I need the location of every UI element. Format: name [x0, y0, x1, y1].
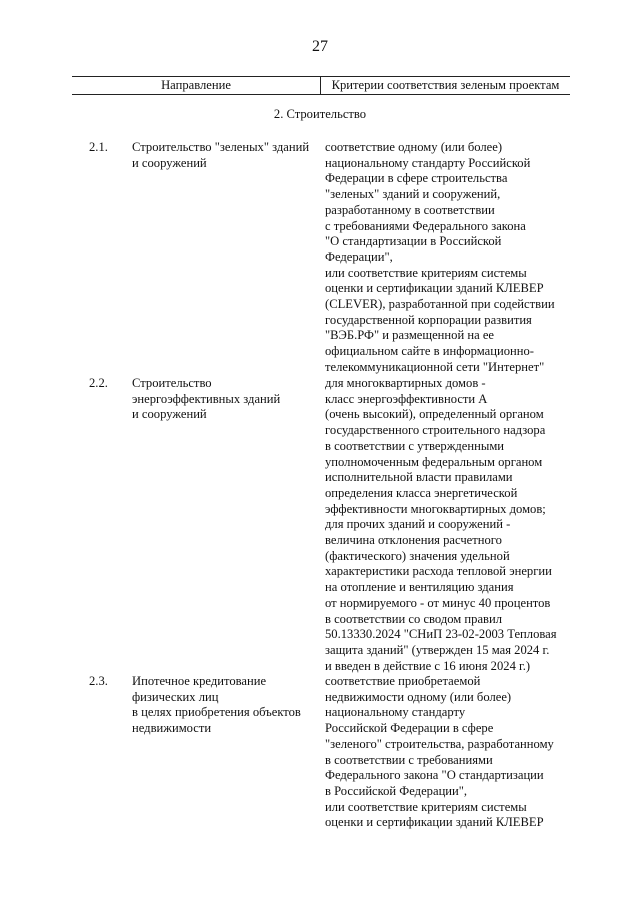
criteria-line: недвижимости одному (или более) [325, 689, 512, 704]
criteria-line: национальному стандарту [325, 705, 466, 720]
row-criteria [325, 376, 575, 674]
direction-line: Строительство [132, 376, 212, 390]
criteria-line: государственного строительного надзора [325, 423, 546, 438]
direction-line: недвижимости [132, 721, 212, 736]
criteria-line: для прочих зданий и сооружений - [325, 517, 511, 532]
criteria-line: государственной корпорации развития [325, 312, 532, 327]
criteria-line: в Российской Федерации", [325, 783, 468, 798]
row-number: 2.3. [89, 674, 108, 688]
criteria-line: официальном сайте в информационно- [325, 344, 534, 359]
criteria-line: для многоквартирных домов - [325, 376, 486, 390]
criteria-line: (фактического) значения удельной [325, 548, 510, 563]
criteria-line: эффективности многоквартирных домов; [325, 501, 546, 516]
criteria-line: "зеленого" строительства, разработанному [325, 736, 554, 751]
criteria-line: соответствие одному (или более) [325, 140, 503, 154]
criteria-line: в соответствии с требованиями [325, 752, 493, 767]
header-criteria: Критерии соответствия зеленым проектам [331, 78, 560, 92]
section-title: 2. Строительство [273, 107, 367, 121]
direction-line: в целях приобретения объектов [132, 705, 301, 720]
row-number: 2.1. [89, 140, 108, 154]
criteria-line: уполномоченным федеральным органом [325, 454, 543, 469]
criteria-line: (очень высокий), определенный органом [325, 407, 544, 422]
row-number: 2.2. [89, 376, 108, 390]
criteria-line: разработанному в соответствии [325, 202, 495, 217]
direction-line: физических лиц [132, 689, 219, 704]
criteria-line: от нормируемого - от минус 40 процентов [325, 595, 551, 610]
row-direction [132, 140, 317, 171]
criteria-line: в соответствии со сводом правил [325, 611, 503, 626]
row-criteria [325, 140, 575, 376]
criteria-line: с требованиями Федерального закона [325, 218, 526, 233]
criteria-line: "зеленых" зданий и сооружений, [325, 187, 501, 202]
row-direction [132, 674, 317, 737]
direction-line: Строительство "зеленых" зданий [132, 140, 310, 154]
criteria-line: (CLEVER), разработанной при содействии [325, 297, 555, 312]
criteria-line: величина отклонения расчетного [325, 533, 502, 548]
criteria-line: оценки и сертификации зданий КЛЕВЕР [325, 281, 544, 296]
criteria-line: "ВЭБ.РФ" и размещенной на ее [325, 328, 495, 343]
criteria-line: характеристики расхода тепловой энергии [325, 564, 552, 579]
table-header [72, 76, 570, 95]
criteria-line: 50.13330.2024 "СНиП 23-02-2003 Тепловая [325, 627, 557, 642]
direction-line: и сооружений [132, 407, 207, 422]
row-direction [132, 376, 317, 423]
direction-line: Ипотечное кредитование [132, 674, 267, 688]
criteria-line: или соответствие критериям системы [325, 799, 527, 814]
criteria-line: на отопление и вентиляцию здания [325, 580, 514, 595]
criteria-line: и введен в действие с 16 июня 2024 г.) [325, 658, 531, 673]
criteria-line: Федерального закона "О стандартизации [325, 768, 544, 783]
direction-line: и сооружений [132, 155, 207, 170]
direction-line: энергоэффективных зданий [132, 391, 281, 406]
criteria-line: национальному стандарту Российской [325, 155, 531, 170]
criteria-line: в соответствии с утвержденными [325, 438, 505, 453]
criteria-line: определения класса энергетической [325, 485, 518, 500]
row-criteria [325, 674, 575, 831]
criteria-line: или соответствие критериям системы [325, 265, 527, 280]
criteria-line: телекоммуникационной сети "Интернет" [325, 359, 545, 374]
header-direction: Направление [161, 78, 231, 92]
criteria-line: защита зданий" (утвержден 15 мая 2024 г. [325, 642, 550, 657]
criteria-line: Федерации в сфере строительства [325, 171, 508, 186]
criteria-line: соответствие приобретаемой [325, 674, 481, 688]
criteria-line: класс энергоэффективности А [325, 391, 488, 406]
page-number: 27 [312, 38, 328, 55]
criteria-line: Федерации", [325, 249, 393, 264]
criteria-line: исполнительной власти правилами [325, 470, 513, 485]
criteria-line: Российской Федерации в сфере [325, 721, 494, 736]
criteria-line: "О стандартизации в Российской [325, 234, 502, 249]
criteria-line: оценки и сертификации зданий КЛЕВЕР [325, 815, 544, 830]
